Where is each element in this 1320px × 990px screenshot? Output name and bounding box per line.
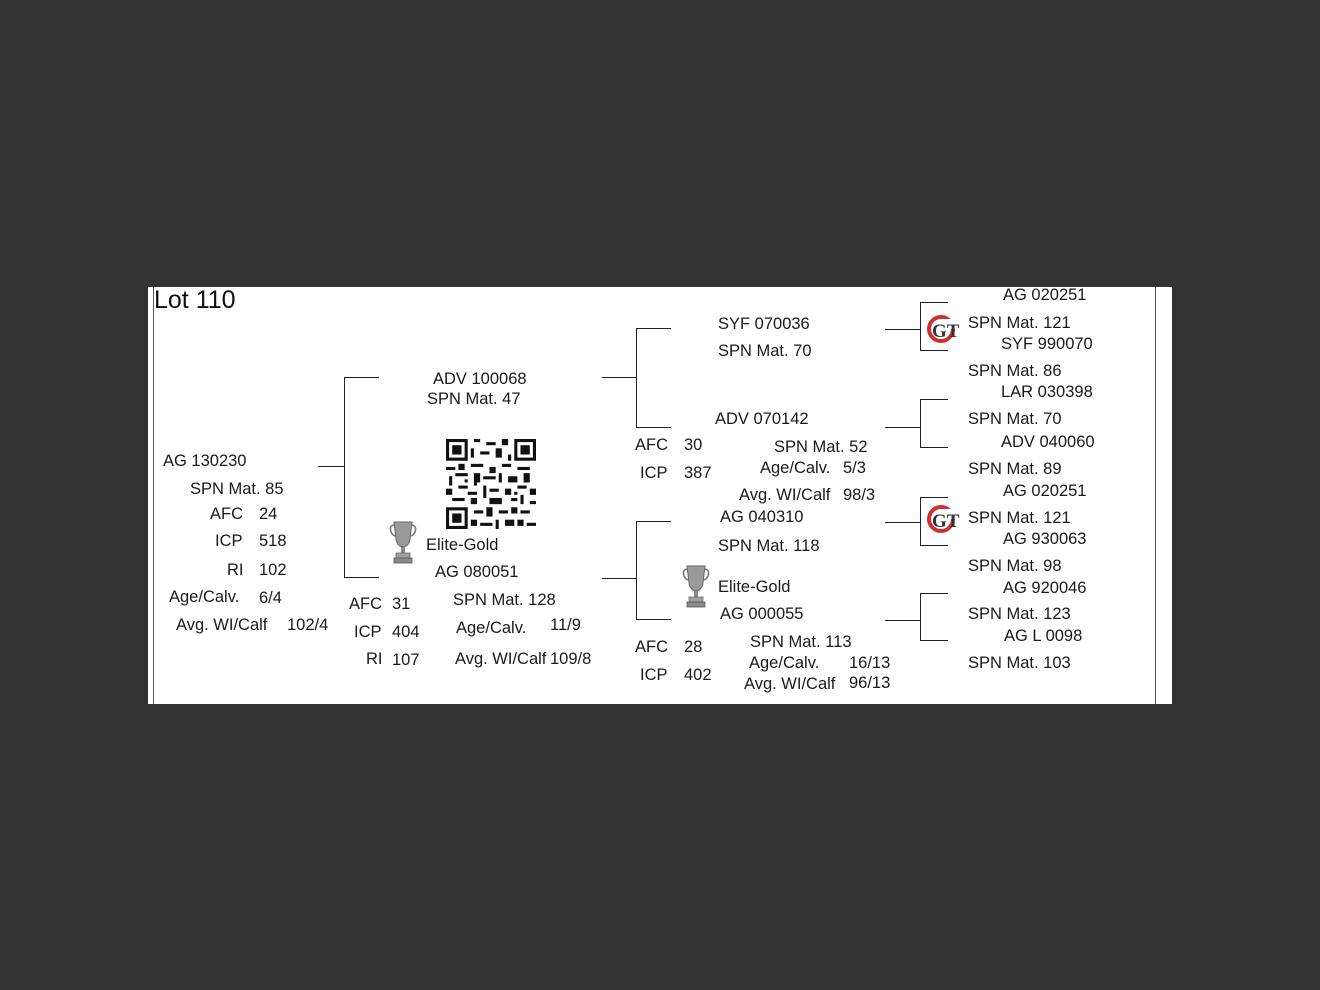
gen3-id: AG 930063: [1003, 530, 1087, 548]
connector-line: [636, 521, 671, 522]
sheet-left-border: [148, 287, 154, 704]
sire-dam-icp-label: ICP: [640, 464, 668, 482]
gen3-id: AG 020251: [1003, 287, 1087, 304]
animal-ri-label: RI: [227, 561, 244, 579]
connector-line: [636, 427, 671, 428]
connector-line: [602, 578, 637, 579]
connector-line: [920, 302, 948, 303]
dam-dam-spn: SPN Mat. 113: [750, 633, 852, 651]
connector-line: [636, 619, 671, 620]
gen3-spn: SPN Mat. 103: [968, 654, 1071, 672]
sire-dam-afc-value: 30: [684, 436, 703, 454]
connector-line: [636, 521, 637, 620]
sheet-right-border: [1155, 287, 1172, 704]
trophy-icon: [682, 563, 710, 609]
gen3-spn: SPN Mat. 123: [968, 605, 1071, 623]
gen3-spn: SPN Mat. 70: [968, 410, 1062, 428]
dam-avg-wi-label: Avg. WI/Calf: [455, 650, 547, 668]
dam-badge: Elite-Gold: [426, 536, 499, 554]
animal-avg-wi-value: 102/4: [287, 616, 329, 634]
connector-line: [920, 302, 921, 351]
sire-spn: SPN Mat. 47: [427, 390, 521, 408]
connector-line: [920, 447, 948, 448]
connector-line: [920, 640, 948, 641]
gen3-id: SYF 990070: [1001, 335, 1093, 353]
connector-line: [344, 577, 379, 578]
animal-id: AG 130230: [163, 452, 247, 470]
animal-avg-wi-label: Avg. WI/Calf: [176, 616, 268, 634]
animal-age-calv-label: Age/Calv.: [169, 588, 240, 606]
gen3-spn: SPN Mat. 121: [968, 509, 1071, 527]
dam-icp-value: 404: [392, 623, 420, 641]
connector-line: [920, 399, 921, 448]
trophy-icon: [389, 519, 417, 565]
dam-dam-age-calv-label: Age/Calv.: [749, 654, 820, 672]
dam-ri-label: RI: [366, 650, 383, 668]
gt-logo-icon: [926, 311, 962, 347]
dam-dam-icp-label: ICP: [640, 666, 668, 684]
connector-line: [920, 497, 921, 546]
dam-avg-wi-value: 109/8: [550, 650, 592, 668]
dam-dam-age-calv-value: 16/13: [849, 654, 891, 672]
gt-logo-icon: [926, 501, 962, 537]
connector-line: [885, 620, 921, 621]
connector-line: [885, 522, 921, 523]
pedigree-sheet: [148, 287, 1172, 704]
sire-dam-avg-wi-label: Avg. WI/Calf: [739, 486, 831, 504]
gen3-id: LAR 030398: [1001, 383, 1093, 401]
dam-icp-label: ICP: [354, 623, 382, 641]
qr-code-icon: [446, 439, 536, 529]
sire-dam-avg-wi-value: 98/3: [843, 486, 876, 504]
gen3-spn: SPN Mat. 98: [968, 557, 1062, 575]
sire-dam-icp-value: 387: [684, 464, 712, 482]
sire-dam-spn: SPN Mat. 52: [774, 438, 868, 456]
sire-dam-id: ADV 070142: [715, 410, 809, 428]
lot-title: Lot 110: [154, 287, 236, 314]
dam-id: AG 080051: [435, 563, 519, 581]
connector-line: [636, 328, 671, 329]
gen3-spn: SPN Mat. 121: [968, 314, 1071, 332]
gen3-id: AG L 0098: [1004, 627, 1083, 645]
gt-logo-g: GT: [932, 511, 960, 532]
sire-sire-id: SYF 070036: [718, 315, 810, 333]
connector-line: [318, 466, 345, 467]
connector-line: [920, 545, 948, 546]
connector-line: [920, 350, 948, 351]
dam-dam-icp-value: 402: [684, 666, 712, 684]
connector-line: [885, 329, 921, 330]
dam-dam-badge: Elite-Gold: [718, 578, 791, 596]
connector-line: [344, 377, 379, 378]
sire-sire-spn: SPN Mat. 70: [718, 342, 812, 360]
dam-afc-value: 31: [392, 595, 411, 613]
dam-sire-spn: SPN Mat. 118: [718, 537, 820, 555]
animal-icp-value: 518: [259, 532, 287, 550]
gen3-spn: SPN Mat. 86: [968, 362, 1062, 380]
dam-dam-avg-wi-label: Avg. WI/Calf: [744, 675, 836, 693]
animal-afc-label: AFC: [210, 505, 243, 523]
animal-age-calv-value: 6/4: [259, 589, 282, 607]
sire-dam-afc-label: AFC: [635, 436, 668, 454]
sire-dam-age-calv-value: 5/3: [843, 459, 866, 477]
animal-icp-label: ICP: [215, 532, 243, 550]
connector-line: [602, 377, 637, 378]
dam-afc-label: AFC: [349, 595, 382, 613]
connector-line: [344, 377, 345, 578]
sire-id: ADV 100068: [433, 370, 527, 388]
dam-age-calv-value: 11/9: [550, 616, 581, 634]
connector-line: [920, 593, 921, 641]
dam-dam-afc-value: 28: [684, 638, 703, 656]
dam-dam-id: AG 000055: [720, 605, 804, 623]
animal-ri-value: 102: [259, 561, 287, 579]
connector-line: [920, 497, 948, 498]
gen3-spn: SPN Mat. 89: [968, 460, 1062, 478]
animal-afc-value: 24: [259, 505, 278, 523]
gen3-id: ADV 040060: [1001, 433, 1095, 451]
dam-age-calv-label: Age/Calv.: [456, 619, 527, 637]
connector-line: [920, 399, 948, 400]
gen3-id: AG 020251: [1003, 482, 1087, 500]
dam-ri-value: 107: [392, 651, 420, 669]
connector-line: [885, 427, 921, 428]
gen3-id: AG 920046: [1003, 579, 1087, 597]
dam-spn: SPN Mat. 128: [453, 591, 556, 609]
sire-dam-age-calv-label: Age/Calv.: [760, 459, 831, 477]
dam-dam-afc-label: AFC: [635, 638, 668, 656]
gt-logo-g: GT: [932, 321, 960, 342]
animal-spn: SPN Mat. 85: [190, 480, 284, 498]
dam-dam-avg-wi-value: 96/13: [849, 674, 891, 692]
connector-line: [920, 593, 948, 594]
connector-line: [636, 328, 637, 427]
dam-sire-id: AG 040310: [720, 508, 804, 526]
